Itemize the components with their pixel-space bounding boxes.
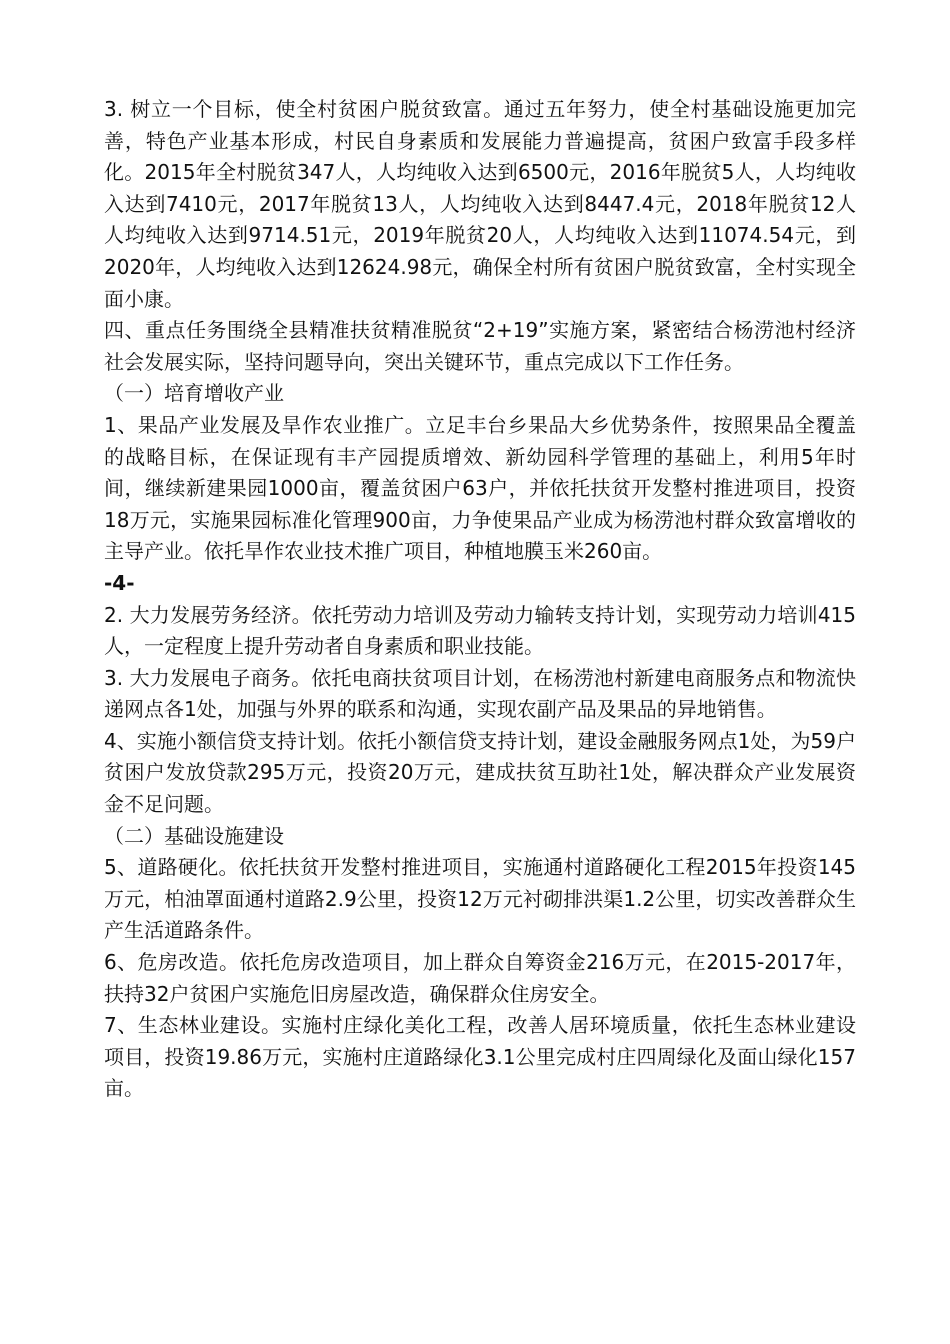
- item-7-forestry: 7、生态林业建设。实施村庄绿化美化工程，改善人居环境质量，依托生态林业建设项目，投资19.86万元，实施村庄道路绿化3.1公里完成村庄四周绿化及面山绿化157亩。: [104, 1013, 856, 1101]
- item-3-ecommerce: 3. 大力发展电子商务。依托电商扶贫项目计划，在杨涝池村新建电商服务点和物流快递网点各1处，加强与外界的联系和沟通，实现农副产品及果品的异地销售。: [104, 665, 856, 722]
- item-2-labor-economy: 2. 大力发展劳务经济。依托劳动力培训及劳动力输转支持计划，实现劳动力培训415人，一定程度上提升劳动者自身素质和职业技能。: [104, 602, 856, 659]
- item-1-fruit-industry: 1、果品产业发展及旱作农业推广。立足丰台乡果品大乡优势条件，按照果品全覆盖的战略目标，在保证现有丰产园提质增效、新幼园科学管理的基础上，利用5年时间，继续新建果园1000亩，覆盖贫困户63户，并依托扶贫开发整村推进项目，投资18万元，实施果园标准化管理900亩，力争使果品产业成为杨涝池村群众致富增收的主导产业。依托旱作农业技术推广项目，种植地膜玉米260亩。: [104, 412, 856, 564]
- page-number: -4-: [104, 570, 135, 595]
- goal-paragraph: 3. 树立一个目标，使全村贫困户脱贫致富。通过五年努力，使全村基础设施更加完善，特色产业基本形成，村民自身素质和发展能力普遍提高，贫困户致富手段多样化。2015年全村脱贫347人，人均纯收入达到6500元，2016年脱贫5人，人均纯收入达到7410元，2017年脱贫13人，人均纯收入达到8447.4元，2018年脱贫12人人均纯收入达到9714.51元，2019年脱贫20人，人均纯收入达到11074.54元，到2020年，人均纯收入达到12624.98元，确保全村所有贫困户脱贫致富，全村实现全面小康。: [104, 97, 856, 311]
- subsection-heading-infrastructure: （二）基础设施建设: [104, 823, 284, 848]
- section-four-paragraph: 四、重点任务围绕全县精准扶贫精准脱贫“2+19”实施方案，紧密结合杨涝池村经济社会发展实际，坚持问题导向，突出关键环节，重点完成以下工作任务。: [104, 318, 856, 374]
- item-5-road-hardening: 5、道路硬化。依托扶贫开发整村推进项目，实施通村道路硬化工程2015年投资145万元，柏油罩面通村道路2.9公里，投资12万元衬砌排洪渠1.2公里，切实改善群众生产生活道路条件。: [104, 855, 856, 943]
- document-body: [104, 94, 856, 1105]
- item-6-housing-renovation: 6、危房改造。依托危房改造项目，加上群众自筹资金216万元，在2015-2017年，扶持32户贫困户实施危旧房屋改造，确保群众住房安全。: [104, 950, 856, 1006]
- item-4-microcredit: 4、实施小额信贷支持计划。依托小额信贷支持计划，建设金融服务网点1处，为59户贫困户发放贷款295万元，投资20万元，建成扶贫互助社1处，解决群众产业发展资金不足问题。: [104, 728, 856, 817]
- subsection-heading-income: （一）培育增收产业: [104, 381, 284, 406]
